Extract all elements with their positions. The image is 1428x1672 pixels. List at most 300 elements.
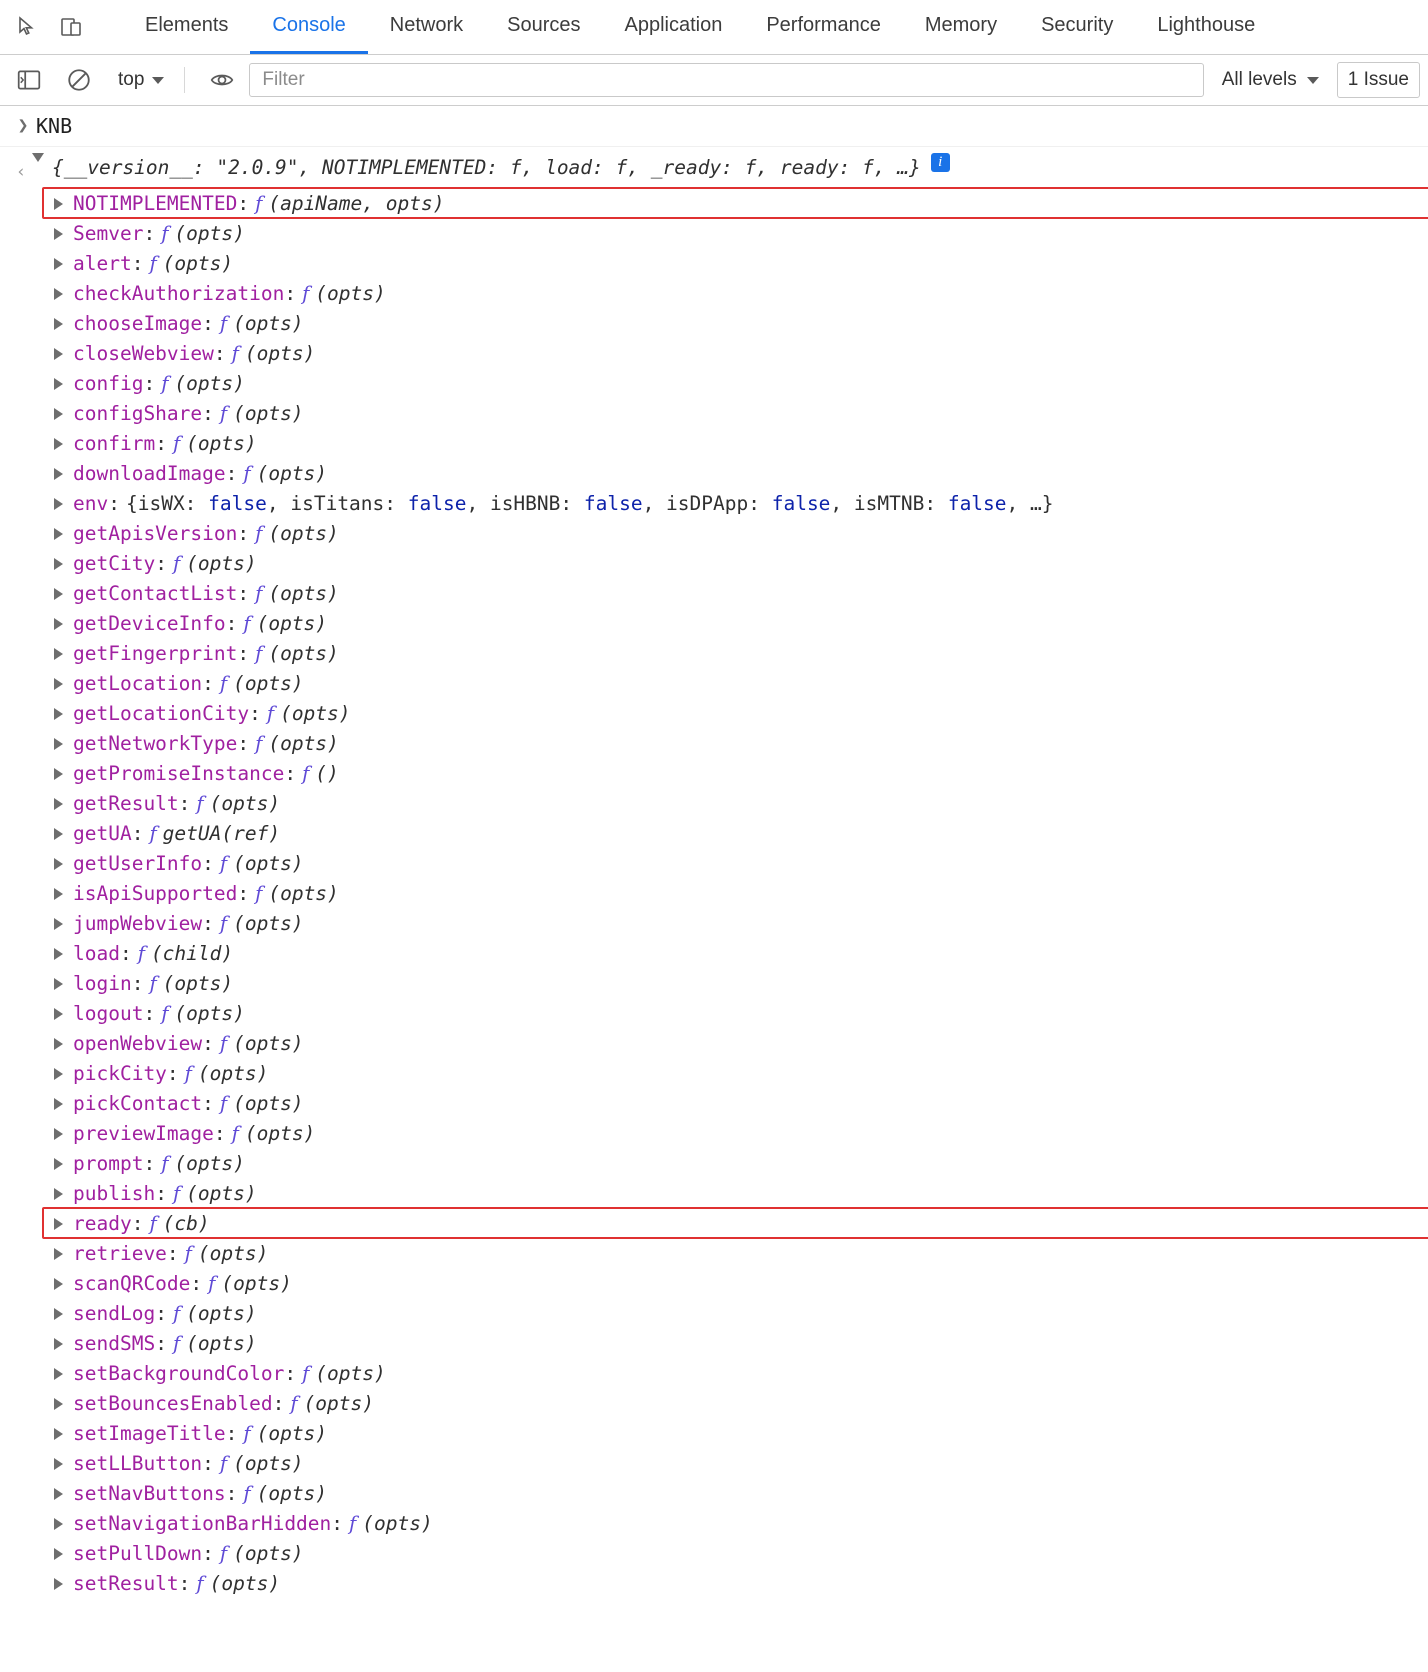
expand-triangle-icon[interactable] — [54, 318, 63, 330]
function-signature: (opts) — [268, 522, 339, 545]
function-glyph-icon: f — [255, 732, 263, 755]
property-row[interactable] — [54, 1059, 1428, 1089]
expand-triangle-icon[interactable] — [54, 468, 63, 480]
function-signature: (opts) — [197, 1062, 269, 1085]
property-key: setPullDown — [73, 1542, 203, 1565]
expand-triangle-icon[interactable] — [54, 1578, 63, 1590]
property-colon: : — [143, 222, 156, 245]
function-glyph-icon: f — [219, 1542, 228, 1565]
property-colon: : — [284, 282, 297, 305]
expand-triangle-icon[interactable] — [54, 1518, 63, 1530]
property-row[interactable] — [54, 609, 1428, 639]
property-colon: : — [108, 492, 120, 515]
function-signature: (opts) — [233, 312, 304, 335]
function-glyph-icon: f — [231, 342, 239, 365]
function-glyph-icon: f — [243, 612, 251, 635]
execution-context-label: top — [118, 69, 145, 90]
property-row[interactable] — [54, 729, 1428, 759]
property-key: configShare — [73, 402, 203, 425]
function-signature: (opts) — [209, 1572, 281, 1595]
property-colon: : — [249, 702, 261, 725]
property-key: ready — [73, 1212, 132, 1235]
expand-triangle-icon[interactable] — [54, 348, 63, 360]
property-colon: : — [166, 1062, 179, 1085]
issues-counter[interactable] — [1337, 62, 1420, 98]
property-row[interactable] — [54, 759, 1428, 789]
function-glyph-icon: f — [149, 1212, 157, 1235]
function-glyph-icon: f — [255, 522, 263, 545]
property-row[interactable] — [54, 1359, 1428, 1389]
tab-sources[interactable]: Sources — [507, 14, 581, 36]
function-glyph-icon: f — [208, 1272, 216, 1295]
expand-triangle-icon[interactable] — [54, 1398, 63, 1410]
property-key: getPromiseInstance — [73, 762, 285, 785]
console-toolbar — [0, 55, 1428, 106]
property-row[interactable] — [54, 1419, 1428, 1449]
tab-security[interactable]: Security — [1041, 14, 1114, 36]
result-object-summary: {__version__: "2.0.9", NOTIMPLEMENTED: f, load: f, _ready: f, ready: f, …} — [52, 156, 921, 179]
function-signature: (opts) — [174, 1002, 245, 1025]
expand-triangle-icon[interactable] — [54, 768, 63, 780]
property-key: load — [73, 942, 120, 965]
property-key: pickCity — [73, 1062, 167, 1085]
property-row[interactable] — [54, 879, 1428, 909]
function-glyph-icon: f — [161, 372, 169, 395]
function-signature: (apiName, opts) — [268, 192, 445, 215]
property-row[interactable] — [54, 459, 1428, 489]
tab-network[interactable]: Network — [389, 14, 464, 36]
function-glyph-icon: f — [219, 402, 228, 425]
property-key: sendSMS — [73, 1332, 156, 1355]
issues-label: 1 Issue — [1347, 69, 1409, 90]
property-row[interactable] — [54, 819, 1428, 849]
property-colon: : — [131, 972, 144, 995]
property-key: retrieve — [73, 1242, 167, 1265]
function-glyph-icon: f — [161, 1152, 169, 1175]
function-glyph-icon: f — [184, 1062, 192, 1085]
function-glyph-icon: f — [196, 1572, 204, 1595]
function-glyph-icon: f — [266, 702, 275, 725]
function-glyph-icon: f — [243, 1482, 251, 1505]
function-glyph-icon: f — [161, 1002, 169, 1025]
expand-triangle-icon[interactable] — [54, 1098, 63, 1110]
property-row[interactable] — [54, 219, 1428, 249]
property-colon: : — [155, 1332, 167, 1355]
property-row[interactable] — [54, 309, 1428, 339]
expand-triangle-icon[interactable] — [54, 948, 63, 960]
expand-triangle-icon[interactable] — [54, 708, 63, 720]
property-row[interactable] — [54, 1389, 1428, 1419]
property-colon: : — [155, 432, 167, 455]
expand-triangle-icon[interactable] — [54, 438, 63, 450]
info-icon[interactable]: i — [931, 153, 950, 172]
chevron-down-icon — [152, 77, 164, 84]
function-signature: (opts) — [233, 1032, 304, 1055]
property-key: setImageTitle — [73, 1422, 226, 1445]
property-colon: : — [272, 1392, 285, 1415]
function-signature: (opts) — [174, 372, 245, 395]
property-colon: : — [237, 192, 250, 215]
function-glyph-icon: f — [219, 1452, 228, 1475]
property-key: closeWebview — [73, 342, 214, 365]
property-colon: : — [202, 1542, 214, 1565]
property-row[interactable] — [54, 399, 1428, 429]
function-signature: (opts) — [268, 642, 339, 665]
function-signature: (opts) — [233, 912, 304, 935]
tab-memory[interactable]: Memory — [924, 14, 998, 36]
expand-triangle-icon[interactable] — [54, 1488, 63, 1500]
expand-triangle-icon[interactable] — [54, 738, 63, 750]
property-colon: : — [213, 342, 226, 365]
tab-elements[interactable]: Elements — [145, 14, 229, 36]
property-row[interactable] — [54, 579, 1428, 609]
function-signature: getUA(ref) — [162, 822, 281, 845]
property-colon: : — [155, 1302, 167, 1325]
expand-triangle-icon[interactable] — [54, 258, 63, 270]
expand-triangle-icon[interactable] — [54, 1188, 63, 1200]
function-glyph-icon: f — [219, 1092, 228, 1115]
property-row[interactable] — [54, 639, 1428, 669]
console-filter[interactable] — [249, 63, 1203, 97]
property-colon: : — [225, 462, 238, 485]
property-row[interactable] — [54, 849, 1428, 879]
tab-application[interactable]: Application — [624, 14, 723, 36]
property-row[interactable] — [54, 1269, 1428, 1299]
toolbar-divider-1 — [184, 67, 185, 93]
function-signature: (opts) — [174, 222, 245, 245]
property-key: getCity — [73, 552, 156, 575]
function-glyph-icon: f — [196, 792, 204, 815]
property-row[interactable] — [54, 189, 1428, 219]
function-signature: (opts) — [256, 462, 328, 485]
property-key: env — [73, 492, 109, 515]
expand-triangle-icon[interactable] — [54, 1248, 63, 1260]
function-glyph-icon: f — [172, 1302, 181, 1325]
property-key: pickContact — [73, 1092, 203, 1115]
function-signature: (opts) — [186, 1182, 257, 1205]
property-colon: : — [178, 792, 191, 815]
property-key: sendLog — [73, 1302, 156, 1325]
property-row[interactable] — [54, 429, 1428, 459]
property-colon: : — [202, 1032, 214, 1055]
property-colon: : — [155, 552, 167, 575]
function-glyph-icon: f — [231, 1122, 239, 1145]
property-colon: : — [143, 372, 156, 395]
property-colon: : — [284, 762, 297, 785]
annotation-highlight-box — [42, 187, 1428, 219]
function-signature: (opts) — [162, 252, 234, 275]
function-signature: (opts) — [268, 882, 339, 905]
property-colon: : — [131, 252, 144, 275]
function-glyph-icon: f — [219, 672, 228, 695]
execution-context-selector[interactable] — [112, 69, 170, 91]
console-command-row[interactable] — [0, 106, 1428, 147]
function-glyph-icon: f — [219, 852, 228, 875]
log-levels-label: All levels — [1221, 69, 1297, 90]
expand-triangle-icon[interactable] — [54, 1428, 63, 1440]
property-colon: : — [284, 1362, 297, 1385]
property-key: downloadImage — [73, 462, 226, 485]
log-levels-selector[interactable] — [1214, 69, 1327, 91]
function-glyph-icon: f — [137, 942, 145, 965]
property-key: setNavigationBarHidden — [73, 1512, 332, 1535]
property-key: getFingerprint — [73, 642, 238, 665]
property-key: getResult — [73, 792, 179, 815]
function-signature: () — [315, 762, 339, 785]
tab-lighthouse[interactable]: Lighthouse — [1157, 14, 1256, 36]
property-colon: : — [202, 1452, 214, 1475]
expand-triangle-icon[interactable] — [54, 1548, 63, 1560]
function-signature: (opts) — [197, 1242, 269, 1265]
expand-triangle-icon[interactable] — [54, 1458, 63, 1470]
property-row[interactable] — [54, 1029, 1428, 1059]
property-row[interactable] — [54, 369, 1428, 399]
property-value: {isWX: false, isTitans: false, isHBNB: false, isDPApp: false, isMTNB: false, …} — [125, 492, 1054, 515]
chevron-down-icon — [1307, 77, 1319, 84]
property-key: setResult — [73, 1572, 179, 1595]
property-colon: : — [202, 402, 214, 425]
property-row[interactable] — [54, 279, 1428, 309]
expand-triangle-icon[interactable] — [54, 1338, 63, 1350]
function-signature: (opts) — [162, 972, 234, 995]
property-colon: : — [225, 612, 238, 635]
expand-triangle-icon[interactable] — [54, 558, 63, 570]
result-arrow-icon: ‹ — [15, 162, 27, 182]
property-key: getLocationCity — [73, 702, 250, 725]
function-signature: (opts) — [186, 432, 257, 455]
tabbar-left-icons — [0, 0, 123, 54]
property-row[interactable] — [54, 519, 1428, 549]
property-row[interactable] — [54, 1539, 1428, 1569]
expand-triangle-icon[interactable] — [54, 1278, 63, 1290]
property-key: setLLButton — [73, 1452, 203, 1475]
function-glyph-icon: f — [149, 972, 157, 995]
property-row[interactable] — [54, 1239, 1428, 1269]
property-key: setBouncesEnabled — [73, 1392, 273, 1415]
property-key: getUserInfo — [73, 852, 203, 875]
function-glyph-icon: f — [290, 1392, 298, 1415]
expand-triangle-icon[interactable] — [54, 1158, 63, 1170]
property-key: getNetworkType — [73, 732, 238, 755]
property-row[interactable] — [54, 1089, 1428, 1119]
property-key: alert — [73, 252, 132, 275]
function-signature: (opts) — [186, 1332, 257, 1355]
property-row[interactable] — [54, 1119, 1428, 1149]
expand-triangle-icon[interactable] — [54, 1308, 63, 1320]
object-properties-list — [0, 189, 1428, 1599]
expand-triangle-icon[interactable] — [54, 498, 63, 510]
property-colon: : — [225, 1482, 238, 1505]
function-glyph-icon: f — [255, 882, 263, 905]
function-glyph-icon: f — [349, 1512, 357, 1535]
function-glyph-icon: f — [149, 252, 157, 275]
property-colon: : — [143, 1152, 156, 1175]
expand-triangle-icon[interactable] — [54, 588, 63, 600]
function-signature: (opts) — [303, 1392, 375, 1415]
property-row[interactable] — [54, 1179, 1428, 1209]
function-signature: (opts) — [268, 582, 339, 605]
expand-triangle-icon[interactable] — [54, 648, 63, 660]
property-key: getLocation — [73, 672, 203, 695]
expand-triangle-icon[interactable] — [54, 1218, 63, 1230]
function-signature: (cb) — [162, 1212, 210, 1235]
property-row[interactable] — [54, 1509, 1428, 1539]
live-expression-eye-icon[interactable] — [205, 63, 239, 97]
function-glyph-icon: f — [243, 1422, 251, 1445]
property-row[interactable] — [54, 969, 1428, 999]
expand-triangle-icon[interactable] — [54, 618, 63, 630]
property-row[interactable] — [54, 789, 1428, 819]
expand-triangle-icon[interactable] — [54, 918, 63, 930]
property-row[interactable] — [54, 249, 1428, 279]
property-row[interactable] — [54, 1329, 1428, 1359]
property-row[interactable] — [54, 1449, 1428, 1479]
property-colon: : — [131, 822, 144, 845]
property-key: login — [73, 972, 132, 995]
property-key: isApiSupported — [73, 882, 238, 905]
function-signature: (opts) — [186, 552, 257, 575]
expand-triangle-icon[interactable] — [54, 198, 63, 210]
function-signature: (opts) — [256, 1482, 328, 1505]
filter-input[interactable] — [260, 68, 1192, 92]
property-key: config — [73, 372, 144, 395]
expand-triangle-icon[interactable] — [54, 1008, 63, 1020]
property-key: setBackgroundColor — [73, 1362, 285, 1385]
property-colon: : — [237, 522, 250, 545]
property-key: previewImage — [73, 1122, 214, 1145]
function-signature: (opts) — [233, 852, 304, 875]
property-colon: : — [202, 672, 214, 695]
property-row[interactable] — [54, 549, 1428, 579]
property-key: logout — [73, 1002, 144, 1025]
function-signature: (opts) — [244, 1122, 316, 1145]
property-row[interactable] — [54, 1209, 1428, 1239]
function-glyph-icon: f — [172, 1182, 181, 1205]
function-glyph-icon: f — [255, 642, 263, 665]
property-colon: : — [237, 582, 250, 605]
clear-console-icon[interactable] — [62, 63, 96, 97]
prompt-arrow-icon: ❯ — [17, 115, 29, 136]
property-colon: : — [202, 852, 214, 875]
expand-triangle-icon[interactable] — [54, 978, 63, 990]
function-glyph-icon: f — [243, 462, 251, 485]
property-colon: : — [202, 312, 214, 335]
property-row[interactable] — [54, 669, 1428, 699]
property-row[interactable] — [54, 909, 1428, 939]
property-key: Semver — [73, 222, 144, 245]
property-row[interactable] — [54, 1299, 1428, 1329]
property-row[interactable] — [54, 939, 1428, 969]
property-colon: : — [119, 942, 132, 965]
property-row[interactable] — [54, 1479, 1428, 1509]
function-glyph-icon: f — [219, 312, 228, 335]
function-signature: (opts) — [186, 1302, 257, 1325]
expand-triangle-icon[interactable] — [54, 1368, 63, 1380]
property-colon: : — [190, 1272, 203, 1295]
property-colon: : — [166, 1242, 179, 1265]
expand-triangle-icon[interactable] — [54, 1068, 63, 1080]
expand-triangle-icon[interactable] — [54, 1128, 63, 1140]
expand-triangle-icon[interactable] — [54, 408, 63, 420]
function-signature: (opts) — [233, 1452, 304, 1475]
property-colon: : — [155, 1182, 167, 1205]
function-glyph-icon: f — [302, 1362, 310, 1385]
property-key: NOTIMPLEMENTED — [73, 192, 238, 215]
expand-triangle-icon[interactable] — [54, 1038, 63, 1050]
expand-triangle-icon[interactable] — [54, 288, 63, 300]
property-colon: : — [331, 1512, 344, 1535]
expand-triangle-icon[interactable] — [54, 678, 63, 690]
annotation-highlight-box — [42, 1207, 1428, 1239]
property-colon: : — [237, 882, 250, 905]
device-toolbar-icon[interactable] — [58, 14, 84, 40]
property-colon: : — [213, 1122, 226, 1145]
function-signature: (opts) — [233, 1092, 304, 1115]
inspect-element-icon[interactable] — [14, 14, 40, 40]
function-glyph-icon: f — [149, 822, 157, 845]
property-key: scanQRCode — [73, 1272, 191, 1295]
property-row[interactable] — [54, 1149, 1428, 1179]
property-colon: : — [131, 1212, 144, 1235]
function-glyph-icon: f — [172, 1332, 181, 1355]
property-key: getUA — [73, 822, 132, 845]
expand-triangle-icon[interactable] — [54, 228, 63, 240]
property-key: checkAuthorization — [73, 282, 285, 305]
expand-triangle-icon[interactable] — [54, 828, 63, 840]
expand-triangle-icon[interactable] — [54, 528, 63, 540]
function-glyph-icon: f — [172, 552, 181, 575]
property-key: confirm — [73, 432, 156, 455]
property-row[interactable] — [54, 339, 1428, 369]
function-signature: (opts) — [362, 1512, 433, 1535]
console-output — [0, 106, 1428, 1599]
property-colon: : — [202, 912, 214, 935]
property-colon: : — [237, 642, 250, 665]
tab-console[interactable]: Console — [250, 0, 367, 54]
property-row[interactable] — [54, 699, 1428, 729]
tab-performance[interactable]: Performance — [766, 14, 881, 36]
property-key: publish — [73, 1182, 156, 1205]
expand-triangle-icon[interactable] — [54, 858, 63, 870]
function-glyph-icon: f — [255, 192, 263, 215]
property-row[interactable] — [54, 489, 1428, 519]
property-key: setNavButtons — [73, 1482, 226, 1505]
function-signature: (opts) — [315, 282, 386, 305]
function-glyph-icon: f — [302, 282, 310, 305]
devtools-tabbar — [0, 0, 1428, 55]
function-signature: (opts) — [280, 702, 351, 725]
function-glyph-icon: f — [219, 1032, 228, 1055]
expand-triangle-icon[interactable] — [54, 798, 63, 810]
devtools-tabs — [123, 0, 1277, 54]
function-signature: (opts) — [256, 612, 328, 635]
function-signature: (opts) — [233, 402, 304, 425]
function-signature: (opts) — [221, 1272, 292, 1295]
expand-triangle-icon[interactable] — [54, 888, 63, 900]
expand-triangle-icon[interactable] — [32, 153, 44, 162]
function-signature: (opts) — [233, 1542, 304, 1565]
function-glyph-icon: f — [255, 582, 263, 605]
property-colon: : — [143, 1002, 156, 1025]
expand-triangle-icon[interactable] — [54, 378, 63, 390]
property-row[interactable] — [54, 999, 1428, 1029]
function-signature: (opts) — [174, 1152, 245, 1175]
property-key: chooseImage — [73, 312, 203, 335]
property-row[interactable] — [54, 1569, 1428, 1599]
console-sidebar-icon[interactable] — [12, 63, 46, 97]
console-result-row — [0, 153, 1428, 189]
function-glyph-icon: f — [219, 912, 228, 935]
